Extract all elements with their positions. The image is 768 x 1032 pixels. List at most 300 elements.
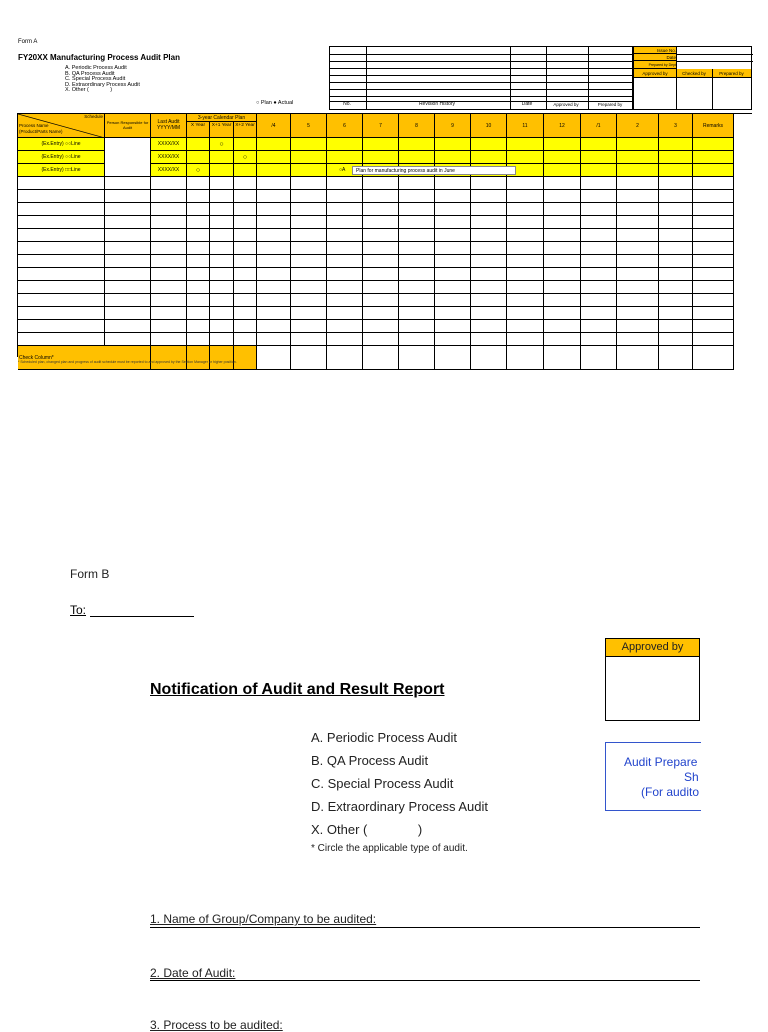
table-cell-r8-c8 — [327, 242, 363, 255]
table-cell-r10-c10 — [399, 268, 435, 281]
table-cell-r11-c18 — [693, 281, 734, 294]
table-cell-r5-c2 — [151, 203, 187, 216]
table-cell-r15-c2 — [151, 333, 187, 346]
table-cell-r11-c8 — [327, 281, 363, 294]
table-cell-r6-c4 — [210, 216, 234, 229]
table-cell-r0-c14 — [544, 138, 581, 151]
table-cell-r14-c10 — [399, 320, 435, 333]
table-cell-r0-c17 — [659, 138, 693, 151]
table-cell-r13-c9 — [363, 307, 399, 320]
table-cell-r1-c16 — [617, 151, 659, 164]
month-header-5: 9 — [435, 114, 471, 138]
approval-block — [633, 46, 752, 110]
process-name-cell: (Ex.Entry) ○○Line — [18, 151, 105, 164]
table-cell-r14-c1 — [105, 320, 151, 333]
form-a-title: FY20XX Manufacturing Process Audit Plan — [18, 53, 180, 62]
field-group-company: 1. Name of Group/Company to be audited: — [150, 912, 377, 926]
table-cell-r11-c16 — [617, 281, 659, 294]
approved-by-label: Approved by — [606, 639, 699, 657]
audit-type-x: X. Other ( ) — [65, 87, 113, 94]
table-cell-r6-c1 — [105, 216, 151, 229]
month-header-8: 12 — [544, 114, 581, 138]
year-plan-cell — [210, 164, 234, 177]
table-cell-r12-c14 — [544, 294, 581, 307]
year-plan-cell: ○ — [210, 138, 234, 151]
process-name-cell: (Ex.Entry) □□Line — [18, 164, 105, 177]
month-header-7: 11 — [507, 114, 544, 138]
table-cell-r9-c15 — [581, 255, 617, 268]
table-cell-r6-c10 — [399, 216, 435, 229]
table-cell-r14-c12 — [471, 320, 507, 333]
check-cell-3 — [187, 346, 210, 370]
remarks-header: Remarks — [693, 114, 734, 138]
table-cell-r6-c6 — [257, 216, 291, 229]
table-cell-r15-c9 — [363, 333, 399, 346]
table-cell-r15-c3 — [187, 333, 210, 346]
check-cell-15 — [581, 346, 617, 370]
process-name-cell: (Ex.Entry) ○○Line — [18, 138, 105, 151]
table-cell-r4-c0 — [18, 190, 105, 203]
month-header-9: /1 — [581, 114, 617, 138]
table-cell-r1-c11 — [435, 151, 471, 164]
person-responsible-header: Person Responsible for Audit — [105, 114, 151, 138]
table-cell-r7-c13 — [507, 229, 544, 242]
table-cell-r15-c1 — [105, 333, 151, 346]
table-cell-r0-c11 — [435, 138, 471, 151]
table-cell-r15-c4 — [210, 333, 234, 346]
table-cell-r13-c2 — [151, 307, 187, 320]
month-header-11: 3 — [659, 114, 693, 138]
table-cell-r9-c2 — [151, 255, 187, 268]
table-cell-r4-c13 — [507, 190, 544, 203]
field-process: 3. Process to be audited: — [150, 1018, 283, 1032]
table-cell-r4-c14 — [544, 190, 581, 203]
table-cell-r14-c8 — [327, 320, 363, 333]
table-cell-r3-c18 — [693, 177, 734, 190]
table-cell-r1-c17 — [659, 151, 693, 164]
audit-type-d: D. Extraordinary Process Audit — [65, 81, 140, 88]
table-cell-r6-c17 — [659, 216, 693, 229]
approved-by-box — [605, 638, 700, 721]
table-cell-r7-c12 — [471, 229, 507, 242]
table-cell-r4-c3 — [187, 190, 210, 203]
checked-by-header: Checked by — [682, 71, 706, 76]
table-cell-r13-c11 — [435, 307, 471, 320]
table-cell-r4-c2 — [151, 190, 187, 203]
table-cell-r9-c1 — [105, 255, 151, 268]
last-audit-header: Last Audit YYYY/MM — [151, 114, 187, 138]
table-cell-r1-c10 — [399, 151, 435, 164]
table-cell-r5-c13 — [507, 203, 544, 216]
table-cell-r1-c12 — [471, 151, 507, 164]
check-cell-14 — [544, 346, 581, 370]
month-header-6: 10 — [471, 114, 507, 138]
table-cell-r8-c10 — [399, 242, 435, 255]
table-cell-r14-c16 — [617, 320, 659, 333]
table-cell-r10-c15 — [581, 268, 617, 281]
table-cell-r6-c16 — [617, 216, 659, 229]
year-header-1: X+1 Year — [210, 122, 234, 138]
check-cell-10 — [399, 346, 435, 370]
prepared-dept-label: Prepared by Dept — [634, 61, 676, 69]
table-cell-r1-c8 — [327, 151, 363, 164]
table-cell-r11-c15 — [581, 281, 617, 294]
table-cell-r9-c4 — [210, 255, 234, 268]
month-header-10: 2 — [617, 114, 659, 138]
table-cell-r3-c7 — [291, 177, 327, 190]
table-cell-r6-c0 — [18, 216, 105, 229]
table-cell-r8-c7 — [291, 242, 327, 255]
table-cell-r11-c14 — [544, 281, 581, 294]
table-cell-r15-c11 — [435, 333, 471, 346]
table-cell-r6-c15 — [581, 216, 617, 229]
table-cell-r4-c8 — [327, 190, 363, 203]
table-cell-r7-c8 — [327, 229, 363, 242]
table-cell-r4-c12 — [471, 190, 507, 203]
table-cell-r11-c13 — [507, 281, 544, 294]
table-cell-r11-c2 — [151, 281, 187, 294]
audit-type-b: B. QA Process Audit — [65, 70, 115, 77]
table-cell-r5-c14 — [544, 203, 581, 216]
table-cell-r11-c4 — [210, 281, 234, 294]
table-cell-r0-c6 — [257, 138, 291, 151]
table-cell-r0-c8 — [327, 138, 363, 151]
table-cell-r6-c2 — [151, 216, 187, 229]
table-cell-r0-c15 — [581, 138, 617, 151]
table-cell-r6-c7 — [291, 216, 327, 229]
table-cell-r7-c11 — [435, 229, 471, 242]
table-cell-r9-c14 — [544, 255, 581, 268]
table-cell-r10-c11 — [435, 268, 471, 281]
b-audit-type-b: B. QA Process Audit — [311, 753, 429, 768]
field-line-2[interactable] — [150, 980, 700, 981]
table-cell-r15-c6 — [257, 333, 291, 346]
table-cell-r8-c0 — [18, 242, 105, 255]
last-audit-cell: XXXX/XX — [151, 164, 187, 177]
table-cell-r4-c6 — [257, 190, 291, 203]
table-cell-r9-c8 — [327, 255, 363, 268]
table-cell-r13-c17 — [659, 307, 693, 320]
process-name-label: Process Name — [19, 123, 49, 128]
table-cell-r12-c1 — [105, 294, 151, 307]
table-cell-r10-c8 — [327, 268, 363, 281]
year-plan-cell: ○ — [187, 164, 210, 177]
table-cell-r10-c2 — [151, 268, 187, 281]
check-cell-11 — [435, 346, 471, 370]
table-cell-r4-c5 — [234, 190, 257, 203]
last-audit-cell: XXXX/XX — [151, 138, 187, 151]
table-cell-r1-c7 — [291, 151, 327, 164]
table-cell-r5-c12 — [471, 203, 507, 216]
table-cell-r4-c1 — [105, 190, 151, 203]
table-cell-r3-c0 — [18, 177, 105, 190]
year-header-2: X+2 Year — [234, 122, 257, 138]
table-cell-r14-c2 — [151, 320, 187, 333]
table-cell-r3-c2 — [151, 177, 187, 190]
table-cell-r3-c13 — [507, 177, 544, 190]
rev-date-header: Date — [521, 101, 533, 107]
table-cell-r15-c8 — [327, 333, 363, 346]
table-cell-r3-c1 — [105, 177, 151, 190]
date-label: Date — [634, 54, 676, 61]
year-header-0: X Year — [187, 122, 210, 138]
check-cell-17 — [659, 346, 693, 370]
table-cell-r13-c6 — [257, 307, 291, 320]
table-cell-r10-c4 — [210, 268, 234, 281]
table-cell-r7-c7 — [291, 229, 327, 242]
table-cell-r4-c4 — [210, 190, 234, 203]
table-cell-r7-c3 — [187, 229, 210, 242]
table-cell-r2-c7 — [291, 164, 327, 177]
table-cell-r2-c16 — [617, 164, 659, 177]
table-cell-r7-c18 — [693, 229, 734, 242]
table-cell-r13-c5 — [234, 307, 257, 320]
table-cell-r15-c17 — [659, 333, 693, 346]
table-cell-r7-c9 — [363, 229, 399, 242]
table-cell-r10-c17 — [659, 268, 693, 281]
table-cell-r9-c18 — [693, 255, 734, 268]
table-cell-r12-c5 — [234, 294, 257, 307]
year-plan-cell — [210, 151, 234, 164]
table-cell-r7-c0 — [18, 229, 105, 242]
table-cell-r10-c16 — [617, 268, 659, 281]
table-cell-r13-c12 — [471, 307, 507, 320]
table-cell-r10-c1 — [105, 268, 151, 281]
table-cell-r13-c1 — [105, 307, 151, 320]
rev-history-header: Revision History — [418, 101, 456, 107]
process-header — [18, 114, 105, 138]
qa-mark-cell: ○A — [327, 164, 363, 177]
table-cell-r5-c18 — [693, 203, 734, 216]
table-cell-r6-c5 — [234, 216, 257, 229]
table-cell-r3-c17 — [659, 177, 693, 190]
table-cell-r13-c7 — [291, 307, 327, 320]
table-cell-r6-c12 — [471, 216, 507, 229]
table-cell-r11-c5 — [234, 281, 257, 294]
table-cell-r7-c1 — [105, 229, 151, 242]
table-cell-r4-c9 — [363, 190, 399, 203]
table-cell-r14-c0 — [18, 320, 105, 333]
table-cell-r0-c9 — [363, 138, 399, 151]
comment-note: Plan for manufacturing process audit in June — [352, 166, 516, 175]
table-cell-r3-c5 — [234, 177, 257, 190]
table-cell-r7-c5 — [234, 229, 257, 242]
table-cell-r8-c5 — [234, 242, 257, 255]
table-cell-r7-c6 — [257, 229, 291, 242]
table-cell-r10-c12 — [471, 268, 507, 281]
table-cell-r8-c13 — [507, 242, 544, 255]
b-audit-type-d: D. Extraordinary Process Audit — [311, 799, 489, 814]
table-cell-r8-c1 — [105, 242, 151, 255]
table-cell-r12-c8 — [327, 294, 363, 307]
check-cell-2 — [151, 346, 187, 370]
table-cell-r3-c15 — [581, 177, 617, 190]
table-cell-r10-c14 — [544, 268, 581, 281]
table-cell-r15-c7 — [291, 333, 327, 346]
table-cell-r8-c6 — [257, 242, 291, 255]
table-cell-r9-c10 — [399, 255, 435, 268]
prep-line-2: Sh — [684, 770, 699, 784]
table-cell-r3-c3 — [187, 177, 210, 190]
table-cell-r8-c14 — [544, 242, 581, 255]
prepared-by-header: Prepared by — [719, 71, 744, 76]
rev-no-header: No. — [343, 101, 351, 107]
table-cell-r5-c8 — [327, 203, 363, 216]
table-cell-r9-c5 — [234, 255, 257, 268]
table-cell-r2-c17 — [659, 164, 693, 177]
table-cell-r12-c12 — [471, 294, 507, 307]
table-cell-r3-c4 — [210, 177, 234, 190]
table-cell-r10-c7 — [291, 268, 327, 281]
table-cell-r11-c12 — [471, 281, 507, 294]
table-cell-r15-c12 — [471, 333, 507, 346]
table-cell-r15-c5 — [234, 333, 257, 346]
table-cell-r9-c9 — [363, 255, 399, 268]
table-cell-r14-c13 — [507, 320, 544, 333]
check-cell-8 — [327, 346, 363, 370]
audit-type-a: A. Periodic Process Audit — [65, 65, 127, 71]
form-a-label: Form A — [18, 39, 38, 45]
table-cell-r2-c18 — [693, 164, 734, 177]
table-cell-r5-c4 — [210, 203, 234, 216]
table-cell-r4-c18 — [693, 190, 734, 203]
table-cell-r0-c13 — [507, 138, 544, 151]
table-cell-r3-c8 — [327, 177, 363, 190]
approved-by-header: Approved by — [642, 71, 668, 76]
table-cell-r14-c15 — [581, 320, 617, 333]
table-cell-r13-c14 — [544, 307, 581, 320]
table-cell-r13-c10 — [399, 307, 435, 320]
table-cell-r12-c3 — [187, 294, 210, 307]
table-cell-r9-c12 — [471, 255, 507, 268]
table-cell-r0-c12 — [471, 138, 507, 151]
table-cell-r3-c14 — [544, 177, 581, 190]
table-cell-r0-c7 — [291, 138, 327, 151]
year-plan-cell — [234, 164, 257, 177]
table-cell-r13-c15 — [581, 307, 617, 320]
check-cell-4 — [210, 346, 234, 370]
table-cell-r5-c6 — [257, 203, 291, 216]
table-cell-r13-c4 — [210, 307, 234, 320]
table-cell-r5-c16 — [617, 203, 659, 216]
table-cell-r0-c16 — [617, 138, 659, 151]
check-cell-12 — [471, 346, 507, 370]
calendar-plan-header: 3-year Calendar Plan — [187, 114, 257, 122]
table-cell-r13-c8 — [327, 307, 363, 320]
table-cell-r12-c4 — [210, 294, 234, 307]
check-cell-5 — [234, 346, 257, 370]
table-cell-r14-c11 — [435, 320, 471, 333]
month-header-3: 7 — [363, 114, 399, 138]
table-cell-r7-c17 — [659, 229, 693, 242]
month-header-2: 6 — [327, 114, 363, 138]
table-cell-r5-c9 — [363, 203, 399, 216]
table-cell-r11-c1 — [105, 281, 151, 294]
table-cell-r7-c4 — [210, 229, 234, 242]
table-cell-r5-c17 — [659, 203, 693, 216]
table-cell-r2-c6 — [257, 164, 291, 177]
table-cell-r15-c15 — [581, 333, 617, 346]
table-cell-r11-c10 — [399, 281, 435, 294]
table-cell-r12-c18 — [693, 294, 734, 307]
table-cell-r14-c7 — [291, 320, 327, 333]
check-cell-16 — [617, 346, 659, 370]
form-b-label: Form B — [70, 567, 110, 581]
year-plan-cell — [187, 138, 210, 151]
table-cell-r12-c16 — [617, 294, 659, 307]
rev-prepared-header: Prepared by — [597, 102, 623, 107]
table-cell-r8-c4 — [210, 242, 234, 255]
schedule-label: Schedule — [84, 114, 103, 119]
rev-approved-header: Approved by — [553, 102, 579, 107]
last-audit-cell: XXXX/XX — [151, 151, 187, 164]
table-cell-r1-c9 — [363, 151, 399, 164]
table-cell-r8-c15 — [581, 242, 617, 255]
prep-line-3: (For audito — [641, 785, 700, 799]
table-cell-r11-c11 — [435, 281, 471, 294]
table-cell-r11-c9 — [363, 281, 399, 294]
table-cell-r14-c5 — [234, 320, 257, 333]
b-audit-type-c: C. Special Process Audit — [311, 776, 454, 791]
table-cell-r10-c3 — [187, 268, 210, 281]
table-cell-r14-c18 — [693, 320, 734, 333]
table-cell-r8-c2 — [151, 242, 187, 255]
notification-title: Notification of Audit and Result Report — [150, 681, 445, 698]
table-cell-r14-c17 — [659, 320, 693, 333]
table-cell-r6-c3 — [187, 216, 210, 229]
table-cell-r3-c9 — [363, 177, 399, 190]
table-cell-r15-c18 — [693, 333, 734, 346]
table-cell-r2-c14 — [544, 164, 581, 177]
table-cell-r3-c6 — [257, 177, 291, 190]
check-cell-13 — [507, 346, 544, 370]
table-cell-r15-c10 — [399, 333, 435, 346]
table-cell-r6-c14 — [544, 216, 581, 229]
table-cell-r10-c13 — [507, 268, 544, 281]
year-plan-cell: ○ — [234, 151, 257, 164]
year-plan-cell — [187, 151, 210, 164]
table-cell-r5-c15 — [581, 203, 617, 216]
table-cell-r8-c16 — [617, 242, 659, 255]
to-underline — [90, 616, 194, 617]
table-cell-r6-c8 — [327, 216, 363, 229]
field-date-of-audit: 2. Date of Audit: — [150, 966, 236, 980]
table-cell-r12-c15 — [581, 294, 617, 307]
check-cell-7 — [291, 346, 327, 370]
table-cell-r9-c6 — [257, 255, 291, 268]
table-cell-r6-c13 — [507, 216, 544, 229]
table-cell-r12-c13 — [507, 294, 544, 307]
circle-note: * Circle the applicable type of audit. — [311, 843, 468, 854]
table-cell-r13-c0 — [18, 307, 105, 320]
table-cell-r12-c6 — [257, 294, 291, 307]
table-cell-r1-c14 — [544, 151, 581, 164]
audit-type-c: C. Special Process Audit — [65, 76, 126, 83]
table-cell-r13-c3 — [187, 307, 210, 320]
table-cell-r14-c4 — [210, 320, 234, 333]
check-cell-18 — [693, 346, 734, 370]
person-merged-cell — [105, 138, 151, 177]
plan-actual-legend: ○ Plan ● Actual — [256, 100, 294, 106]
table-cell-r15-c13 — [507, 333, 544, 346]
table-cell-r3-c11 — [435, 177, 471, 190]
table-cell-r4-c15 — [581, 190, 617, 203]
table-cell-r11-c3 — [187, 281, 210, 294]
table-cell-r5-c1 — [105, 203, 151, 216]
field-line-1[interactable] — [150, 927, 700, 928]
table-cell-r8-c18 — [693, 242, 734, 255]
table-cell-r6-c18 — [693, 216, 734, 229]
